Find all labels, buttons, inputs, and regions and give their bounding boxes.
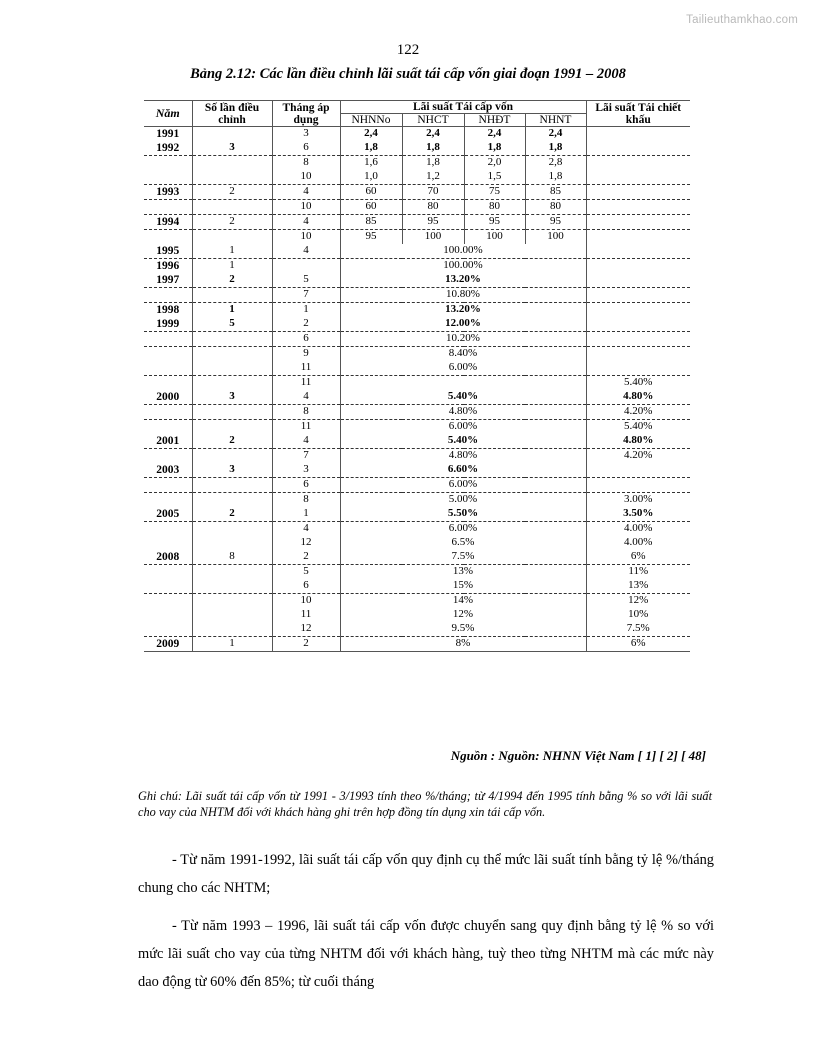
cell-adjust-count <box>192 594 272 609</box>
table-row <box>144 622 690 637</box>
table-row <box>144 579 690 594</box>
table-row <box>144 390 690 405</box>
cell-month: 11 <box>272 376 340 391</box>
table-row <box>144 522 690 537</box>
cell-adjust-count <box>192 332 272 347</box>
cell-month: 11 <box>272 608 340 622</box>
cell-adjust-count: 3 <box>192 390 272 405</box>
cell-year: 2005 <box>144 507 192 522</box>
cell-adjust-count: 1 <box>192 259 272 274</box>
table-row <box>144 608 690 622</box>
cell-rate-nhdt: 95 <box>464 215 525 230</box>
header-sub-nhct: NHCT <box>402 114 464 127</box>
cell-month: 10 <box>272 594 340 609</box>
cell-discount-rate: 11% <box>628 565 649 578</box>
cell-year: 2008 <box>144 550 192 565</box>
cell-adjust-count: 1 <box>192 244 272 259</box>
cell-month: 12 <box>272 622 340 637</box>
cell-rate-nhct: 100 <box>402 230 464 245</box>
cell-discount-rate: 5.40% <box>624 376 653 389</box>
cell-adjust-count <box>192 565 272 580</box>
cell-rate-merged: 13.20% <box>340 273 586 288</box>
body-paragraph-1 <box>138 846 714 902</box>
table-row <box>144 141 690 156</box>
cell-rate-merged: 13% <box>340 565 586 580</box>
cell-month <box>272 259 340 274</box>
cell-rate-nhnt: 1,8 <box>525 170 586 185</box>
cell-rate-nhnt: 2,8 <box>525 156 586 171</box>
cell-rate-nhct: 1,8 <box>402 156 464 171</box>
cell-year <box>144 565 192 580</box>
cell-adjust-count <box>192 200 272 215</box>
cell-adjust-count <box>192 536 272 550</box>
cell-month: 8 <box>272 493 340 508</box>
cell-month: 9 <box>272 347 340 362</box>
cell-discount-rate: 10% <box>628 608 649 621</box>
cell-month: 2 <box>272 317 340 332</box>
cell-discount-rate <box>586 127 690 142</box>
cell-adjust-count <box>192 449 272 464</box>
cell-adjust-count <box>192 347 272 362</box>
cell-rate-merged: 8% <box>340 637 586 652</box>
site-watermark: Tailieuthamkhao.com <box>686 14 798 26</box>
cell-rate-merged: 5.50% <box>340 507 586 522</box>
cell-adjust-count <box>192 170 272 185</box>
cell-discount-rate <box>586 478 690 493</box>
table-row <box>144 317 690 332</box>
cell-year <box>144 522 192 537</box>
cell-year <box>144 376 192 391</box>
cell-month: 2 <box>272 637 340 652</box>
cell-adjust-count <box>192 420 272 435</box>
table-row <box>144 215 690 230</box>
cell-month: 12 <box>272 536 340 550</box>
cell-month: 4 <box>272 434 340 449</box>
cell-year: 1992 <box>144 141 192 156</box>
cell-rate-nhnt: 95 <box>525 215 586 230</box>
cell-year: 1998 <box>156 304 180 317</box>
cell-adjust-count <box>192 156 272 171</box>
cell-year <box>144 493 192 508</box>
cell-rate-merged: 6.00% <box>340 420 586 435</box>
cell-rate-merged: 13.20% <box>340 303 586 318</box>
cell-rate-merged: 6.00% <box>340 522 586 537</box>
cell-month: 3 <box>272 463 340 478</box>
cell-rate-nhnt: 1,8 <box>525 141 586 156</box>
cell-discount-rate <box>586 317 690 332</box>
cell-rate-nhnno: 85 <box>340 215 402 230</box>
header-sub-nhnt: NHNT <box>525 114 586 127</box>
cell-rate-merged: 14% <box>340 594 586 609</box>
table-row <box>144 405 690 420</box>
cell-rate-merged: 10.20% <box>340 332 586 347</box>
table-body <box>144 127 690 652</box>
header-sub-nhnno: NHNNo <box>340 114 402 127</box>
cell-discount-rate: 4.00% <box>624 536 653 549</box>
table-row <box>144 244 690 259</box>
cell-discount-rate <box>586 244 690 259</box>
cell-adjust-count <box>192 376 272 391</box>
cell-rate-nhct: 70 <box>402 185 464 200</box>
cell-discount-rate: 7.5% <box>586 622 690 637</box>
cell-year <box>144 608 192 622</box>
cell-discount-rate: 4.80% <box>586 390 690 405</box>
cell-month: 6 <box>272 478 340 493</box>
table-note: Ghi chú: Lãi suất tái cấp vốn từ 1991 - 3/1993 tính theo %/tháng; từ 4/1994 đến 1995 tính bằng % so với lãi suất cho vay của NHTM đối với khách hàng ghi trên hợp đồng tín dụng xin tái cấp vốn. <box>138 789 712 820</box>
cell-discount-rate <box>586 200 690 215</box>
cell-month: 11 <box>272 420 340 435</box>
table-row <box>144 478 690 493</box>
cell-month: 1 <box>272 303 340 318</box>
table-row <box>144 463 690 478</box>
cell-adjust-count <box>192 405 272 420</box>
cell-rate-merged: 4.80% <box>340 405 586 420</box>
cell-rate-nhnno: 1,0 <box>340 170 402 185</box>
cell-year <box>144 420 192 435</box>
cell-rate-nhnt: 100 <box>525 230 586 245</box>
cell-month: 10 <box>272 200 340 215</box>
cell-rate-nhnno: 95 <box>340 230 402 245</box>
table-row <box>144 376 690 391</box>
cell-year: 2001 <box>144 434 192 449</box>
cell-discount-rate: 3.50% <box>586 507 690 522</box>
paragraph-text: - Từ năm 1993 – 1996, lãi suất tái cấp vốn được chuyển sang quy định bằng tỷ lệ % so với mức lãi suất cho vay của từng NHTM đối với khách hàng, tuỳ theo từng NHTM mà các mức này dao động từ 60% đến 85%; từ cuối tháng <box>138 918 714 991</box>
cell-discount-rate: 5.40% <box>624 420 653 433</box>
refinance-rate-table <box>144 100 690 652</box>
cell-discount-rate <box>586 259 690 274</box>
header-discount-rate: Lãi suất Tái chiết khấu <box>586 101 690 127</box>
table-row <box>144 434 690 449</box>
cell-adjust-count: 3 <box>192 463 272 478</box>
cell-rate-merged: 6.5% <box>340 536 586 550</box>
cell-year <box>144 579 192 594</box>
cell-month: 2 <box>272 550 340 565</box>
cell-discount-rate <box>586 230 690 245</box>
cell-year: 2003 <box>144 463 192 478</box>
cell-rate-merged: 12% <box>340 608 586 622</box>
cell-discount-rate: 3.00% <box>624 493 653 506</box>
cell-month: 7 <box>272 449 340 464</box>
cell-rate-merged <box>340 376 586 391</box>
table-row <box>144 185 690 200</box>
cell-discount-rate: 4.20% <box>586 405 690 420</box>
cell-adjust-count: 8 <box>192 550 272 565</box>
cell-discount-rate <box>586 156 690 171</box>
table-row <box>144 637 690 652</box>
cell-rate-nhdt: 80 <box>464 200 525 215</box>
cell-rate-merged: 4.80% <box>340 449 586 464</box>
cell-rate-nhct: 1,8 <box>402 141 464 156</box>
cell-rate-merged: 8.40% <box>340 347 586 362</box>
cell-adjust-count: 1 <box>192 303 272 318</box>
header-sub-nhdt: NHĐT <box>464 114 525 127</box>
cell-year <box>144 536 192 550</box>
table-row <box>144 536 690 550</box>
cell-year: 1994 <box>144 215 192 230</box>
cell-discount-rate: 13% <box>586 579 690 594</box>
table-row <box>144 449 690 464</box>
cell-month: 6 <box>272 141 340 156</box>
cell-rate-merged: 6.00% <box>340 478 586 493</box>
cell-year: 1995 <box>144 244 192 259</box>
cell-discount-rate: 4.00% <box>624 522 653 535</box>
cell-rate-merged: 10.80% <box>340 288 586 303</box>
cell-adjust-count <box>192 608 272 622</box>
cell-rate-nhdt: 100 <box>464 230 525 245</box>
table-row <box>144 259 690 274</box>
cell-discount-rate <box>586 303 690 318</box>
header-month: Tháng áp dụng <box>272 101 340 127</box>
cell-month: 5 <box>272 565 340 580</box>
cell-year: 2000 <box>144 390 192 405</box>
cell-year: 1997 <box>144 273 192 288</box>
cell-rate-merged: 5.00% <box>340 493 586 508</box>
table-row <box>144 507 690 522</box>
cell-adjust-count <box>192 493 272 508</box>
cell-month: 7 <box>272 288 340 303</box>
cell-year <box>144 332 192 347</box>
cell-rate-merged: 12.00% <box>340 317 586 332</box>
cell-rate-nhdt: 1,8 <box>464 141 525 156</box>
cell-rate-merged: 100.00% <box>340 259 586 274</box>
cell-discount-rate <box>586 361 690 376</box>
cell-adjust-count <box>192 361 272 376</box>
table-header <box>144 101 690 127</box>
cell-month: 5 <box>272 273 340 288</box>
cell-year <box>144 230 192 245</box>
cell-rate-nhct: 80 <box>402 200 464 215</box>
cell-year <box>144 156 192 171</box>
cell-rate-nhnt: 85 <box>525 185 586 200</box>
cell-year <box>144 347 192 362</box>
cell-rate-nhnno: 60 <box>340 185 402 200</box>
cell-rate-nhdt: 2,4 <box>464 127 525 142</box>
cell-year <box>144 449 192 464</box>
cell-month: 8 <box>272 156 340 171</box>
table-row <box>144 200 690 215</box>
cell-rate-merged: 5.40% <box>340 434 586 449</box>
cell-year <box>144 594 192 609</box>
cell-discount-rate <box>586 288 690 303</box>
cell-month: 4 <box>272 390 340 405</box>
cell-year: 1993 <box>144 185 192 200</box>
header-refinance-group: Lãi suất Tái cấp vốn <box>340 101 586 114</box>
cell-month: 4 <box>272 522 340 537</box>
cell-discount-rate <box>586 170 690 185</box>
rate-table-container <box>144 100 690 652</box>
cell-rate-nhnno: 1,6 <box>340 156 402 171</box>
table-row <box>144 303 690 318</box>
cell-month: 1 <box>272 507 340 522</box>
cell-rate-merged: 5.40% <box>340 390 586 405</box>
cell-adjust-count <box>192 230 272 245</box>
cell-adjust-count <box>192 288 272 303</box>
header-adjust-count: Số lần điều chỉnh <box>192 101 272 127</box>
cell-year <box>144 622 192 637</box>
cell-year <box>144 361 192 376</box>
cell-rate-nhnno: 60 <box>340 200 402 215</box>
cell-month: 11 <box>272 361 340 376</box>
body-paragraph-2 <box>138 912 714 996</box>
cell-rate-merged: 6.60% <box>340 463 586 478</box>
cell-discount-rate: 6% <box>586 637 690 652</box>
cell-discount-rate: 4.80% <box>586 434 690 449</box>
cell-rate-merged: 100.00% <box>340 244 586 259</box>
cell-month: 6 <box>272 332 340 347</box>
cell-discount-rate: 12% <box>628 594 649 607</box>
cell-rate-nhnt: 2,4 <box>525 127 586 142</box>
cell-rate-merged: 6.00% <box>340 361 586 376</box>
cell-adjust-count: 5 <box>192 317 272 332</box>
cell-adjust-count: 3 <box>192 141 272 156</box>
table-row <box>144 420 690 435</box>
cell-discount-rate <box>586 332 690 347</box>
cell-discount-rate: 6% <box>586 550 690 565</box>
table-row <box>144 550 690 565</box>
cell-year: 1999 <box>144 317 192 332</box>
cell-month: 10 <box>272 170 340 185</box>
cell-discount-rate <box>586 273 690 288</box>
cell-rate-nhnt: 80 <box>525 200 586 215</box>
cell-discount-rate <box>586 463 690 478</box>
table-row <box>144 493 690 508</box>
cell-year <box>144 200 192 215</box>
cell-year <box>144 478 192 493</box>
source-line: Nguồn : Nguồn: NHNN Việt Nam [ 1] [ 2] [ 48] <box>450 748 706 763</box>
table-row <box>144 565 690 580</box>
cell-year <box>144 170 192 185</box>
cell-discount-rate <box>586 185 690 200</box>
cell-adjust-count <box>192 622 272 637</box>
table-row <box>144 594 690 609</box>
cell-rate-nhct: 1,2 <box>402 170 464 185</box>
cell-year: 1996 <box>156 260 180 273</box>
table-row <box>144 127 690 142</box>
cell-rate-merged: 15% <box>340 579 586 594</box>
cell-rate-nhnno: 2,4 <box>340 127 402 142</box>
table-row <box>144 332 690 347</box>
cell-discount-rate <box>586 141 690 156</box>
cell-rate-nhnno: 1,8 <box>340 141 402 156</box>
page-number: 122 <box>396 42 420 58</box>
cell-discount-rate: 4.20% <box>624 449 653 462</box>
table-row <box>144 273 690 288</box>
cell-rate-nhct: 2,4 <box>402 127 464 142</box>
cell-rate-merged: 7.5% <box>340 550 586 565</box>
cell-month: 10 <box>272 230 340 245</box>
cell-month: 8 <box>272 405 340 420</box>
cell-year <box>144 405 192 420</box>
cell-adjust-count: 2 <box>192 273 272 288</box>
cell-month: 6 <box>272 579 340 594</box>
table-row <box>144 156 690 171</box>
cell-adjust-count: 2 <box>192 215 272 230</box>
cell-rate-nhdt: 1,5 <box>464 170 525 185</box>
cell-adjust-count: 1 <box>192 637 272 652</box>
table-row <box>144 230 690 245</box>
table-row <box>144 361 690 376</box>
cell-rate-nhct: 95 <box>402 215 464 230</box>
cell-year: 2009 <box>144 637 192 652</box>
cell-adjust-count <box>192 579 272 594</box>
cell-adjust-count: 2 <box>192 507 272 522</box>
cell-adjust-count: 2 <box>192 434 272 449</box>
cell-rate-merged: 9.5% <box>340 622 586 637</box>
paragraph-text: - Từ năm 1991-1992, lãi suất tái cấp vốn quy định cụ thể mức lãi suất tính bằng tỷ lệ %/tháng chung cho các NHTM; <box>138 852 714 897</box>
cell-adjust-count <box>192 478 272 493</box>
cell-month: 3 <box>272 127 340 142</box>
cell-discount-rate <box>586 215 690 230</box>
cell-month: 4 <box>272 215 340 230</box>
cell-adjust-count <box>192 522 272 537</box>
cell-adjust-count <box>192 127 272 142</box>
cell-year: 1991 <box>156 128 180 141</box>
cell-month: 4 <box>272 244 340 259</box>
table-title: Bảng 2.12: Các lần điều chỉnh lãi suất tái cấp vốn giai đoạn 1991 – 2008 <box>190 66 626 82</box>
cell-rate-nhdt: 2,0 <box>464 156 525 171</box>
cell-discount-rate <box>586 347 690 362</box>
cell-year <box>144 288 192 303</box>
cell-month: 4 <box>272 185 340 200</box>
cell-rate-nhdt: 75 <box>464 185 525 200</box>
table-row <box>144 347 690 362</box>
table-row <box>144 288 690 303</box>
cell-adjust-count: 2 <box>192 185 272 200</box>
header-year: Năm <box>144 101 192 127</box>
table-row <box>144 170 690 185</box>
